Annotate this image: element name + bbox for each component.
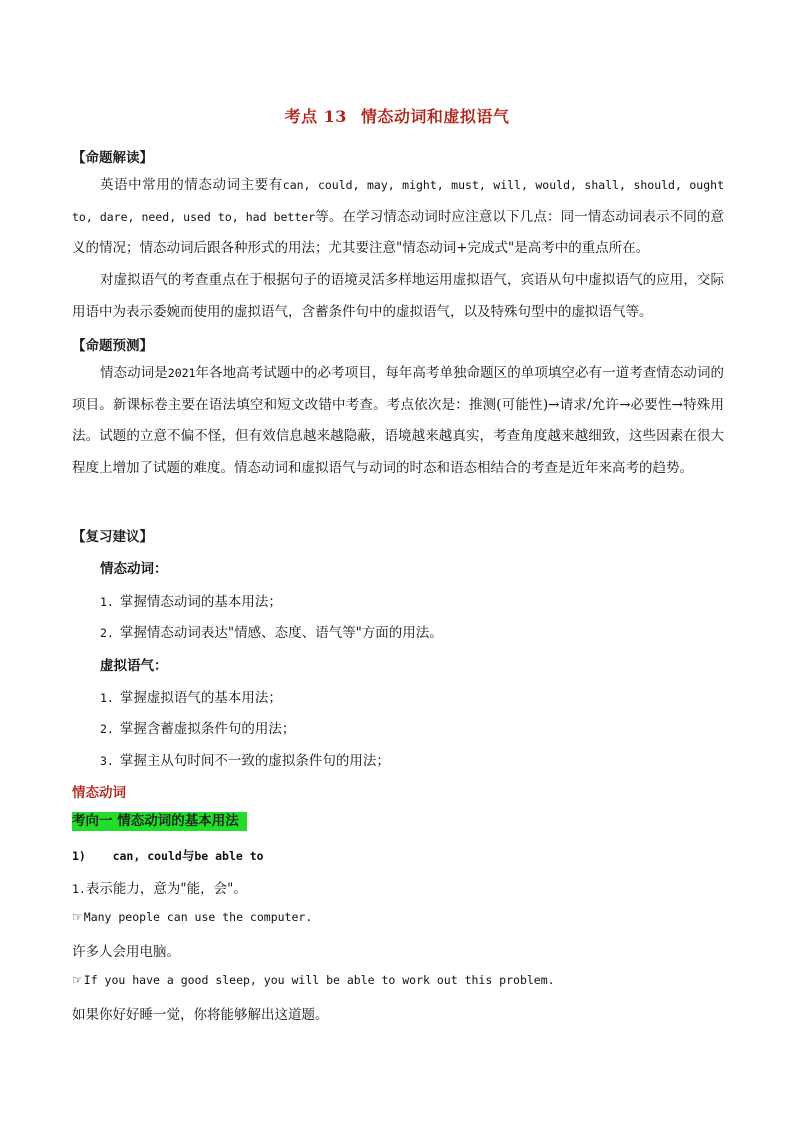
forecast-year: 2021 [167, 366, 196, 380]
item-text: 掌握情态动词表达"情感、态度、语气等"方面的用法。 [119, 625, 443, 641]
modal-verb-list: can, could, may, might, must, will, would, shall, should, ought to, dare, need, used to, had better [72, 178, 725, 224]
item-text: 掌握情态动词的基本用法； [119, 594, 282, 610]
title-main: 情态动词和虚拟语气 [360, 107, 510, 126]
example-sentence-en [72, 910, 312, 924]
section-forecast: 【命题预测】 [72, 338, 153, 354]
item-number: 1. [100, 595, 114, 609]
advice-subjunctive-item [100, 717, 295, 737]
interpretation-paragraph-2: 对虚拟语气的考查重点在于根据句子的语境灵活多样地运用虚拟语气，宾语从句中虚拟语气的应用，交际用语中为表示委婉而使用的虚拟语气，含蓄条件句中的虚拟语气，以及特殊句型中的虚拟语气等。 [72, 272, 724, 320]
item-number: 3. [100, 754, 114, 768]
advice-subjunctive-item [100, 686, 282, 706]
interpretation-text-b: 等。在学习情态动词时应注意以下几点：同一情态动词表示不同的意义的情况；情态动词后跟各种形式的用法；尤其要注意"情态动词+完成式"是高考中的重点所在。 [72, 208, 725, 256]
item-number: 2. [100, 626, 114, 640]
example-sentence-zh: 如果你好好睡一觉，你将能够解出这道题。 [72, 1007, 329, 1023]
point-number: 1) [72, 849, 86, 863]
direction-one-heading: 考向一 情态动词的基本用法 [72, 813, 239, 829]
point-heading [72, 846, 264, 864]
example-text: If you have a good sleep, you will be able to work out this problem. [83, 973, 555, 987]
item-text: 掌握虚拟语气的基本用法； [119, 690, 282, 706]
meaning-line [72, 877, 247, 897]
section-interpretation: 【命题解读】 [72, 150, 153, 166]
example-text: Many people can use the computer. [83, 910, 313, 924]
advice-subjunctive-heading: 虚拟语气： [100, 658, 168, 674]
point-connector: 与 [181, 848, 195, 863]
example-sentence-en [72, 973, 555, 987]
meaning-number: 1. [72, 882, 86, 896]
example-sentence-zh: 许多人会用电脑。 [72, 944, 180, 960]
item-text: 掌握含蓄虚拟条件句的用法； [119, 721, 296, 737]
advice-modal-heading: 情态动词： [100, 561, 168, 577]
interpretation-paragraph-1 [72, 170, 724, 265]
meaning-text: 表示能力，意为"能，会"。 [85, 881, 247, 897]
interpretation-text-a: 英语中常用的情态动词主要有 [100, 177, 283, 193]
advice-subjunctive-item [100, 749, 390, 769]
point-term-c: be able to [194, 849, 264, 863]
pointing-hand-icon: ☞ [72, 910, 83, 924]
forecast-paragraph [72, 358, 724, 484]
item-number: 2. [100, 722, 114, 736]
point-term-a: can, could [112, 849, 182, 863]
title-prefix: 考点 13 [284, 107, 347, 126]
forecast-text-b: 年各地高考试题中的必考项目，每年高考单独命题区的单项填空必有一道考查情态动词的项目。新课标卷主要在语法填空和短文改错中考查。考点依次是：推测(可能性)→请求/允许→必要性→特殊用法。试题的立意不偏不怪，但有效信息越来越隐蔽，语境越来越真实，考查角度越来越细致，这些因素在很大程度上增加了试题的难度。情态动词和虚拟语气与动词的时态和语态相结合的考查是近年来高考的趋势。 [72, 365, 725, 476]
page-title [0, 104, 794, 127]
advice-modal-item [100, 621, 443, 641]
item-number: 1. [100, 691, 114, 705]
forecast-text-a: 情态动词是 [100, 365, 168, 381]
section-advice: 【复习建议】 [72, 529, 153, 545]
item-text: 掌握主从句时间不一致的虚拟条件句的用法； [119, 753, 390, 769]
pointing-hand-icon: ☞ [72, 973, 83, 987]
advice-modal-item [100, 590, 282, 610]
modal-verbs-heading: 情态动词 [72, 785, 126, 801]
